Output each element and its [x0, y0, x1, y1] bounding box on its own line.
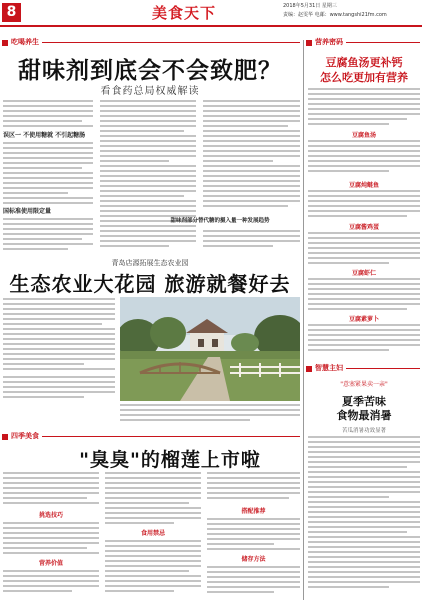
headline-tofu-fish: [306, 55, 422, 85]
body-text: [207, 518, 300, 554]
subhead-tofu-3: 豆腐酱鸡蛋: [348, 224, 379, 231]
body-text: [3, 100, 93, 130]
banner-marker-icon: [2, 40, 8, 46]
body-text: [308, 324, 420, 354]
page-header: [0, 0, 422, 26]
subhead-tofu-4: 豆腐虾仁: [351, 270, 376, 277]
subhead-durian-2: 营养价值: [38, 560, 63, 567]
headline-line: 怎么吃更加有营养: [320, 71, 408, 84]
subhead-durian-1: 挑选技巧: [38, 512, 63, 519]
body-text: [3, 522, 99, 558]
body-text: [203, 230, 300, 252]
body-text: [105, 540, 201, 598]
banner-marker-icon: [306, 366, 312, 372]
staff-credits: 责编：赵雯华 电邮：www.tangshi21fm.com: [283, 12, 387, 18]
body-text: [3, 142, 93, 206]
eco-kicker: 青岛店源拓展生态农业园: [111, 259, 189, 267]
subhead-tofu-5: 豆腐素萝卜: [348, 316, 379, 323]
body-text: [308, 232, 420, 266]
section-banner-health: [2, 38, 300, 47]
byline-bitter-food: 苦瓜消暑功效显著: [341, 428, 386, 434]
issue-date: 2018年5月31日 星期三: [283, 3, 337, 9]
header-rule: [0, 25, 422, 27]
page-number: 8: [2, 3, 21, 22]
subhead-tofu-2: 豆腐炖鲢鱼: [348, 182, 379, 189]
headline-line: 豆腐鱼汤更补钙: [325, 56, 403, 69]
body-text: [207, 566, 300, 598]
headline-durian: "臭臭"的榴莲上市啦: [79, 449, 261, 471]
subhead-myth-1: 误区一 不使用糖就 不引起糖肠: [3, 132, 86, 139]
banner-label: 营养密码: [315, 38, 343, 46]
banner-marker-icon: [306, 40, 312, 46]
body-text: [100, 100, 196, 252]
banner-label: 四季美食: [11, 432, 39, 440]
body-text: [308, 88, 420, 128]
body-text: [308, 190, 420, 220]
banner-marker-icon: [2, 434, 8, 440]
body-text: [3, 376, 115, 406]
body-text: [105, 472, 201, 528]
headline-eco-farm: 生态农业大花园 旅游就餐好去: [9, 272, 291, 296]
body-text: [308, 436, 420, 598]
section-banner-seasonal: [2, 432, 300, 441]
subhead-durian-5: 储存方法: [241, 556, 266, 563]
headline-bitter-food: [306, 395, 422, 423]
photo-caption: [120, 404, 300, 426]
callout-trend: 甜味剂部分替代糖的摄入量一种发展趋势: [170, 218, 270, 224]
body-text: [3, 218, 93, 252]
section-title: 美食天下: [152, 4, 217, 22]
body-text: [3, 472, 99, 510]
body-text: [207, 472, 300, 506]
kicker-bitter-food: "意塞紧果卖一亲": [340, 381, 388, 388]
section-banner-nutrition: [306, 38, 420, 47]
headline-sweetener: 甜味剂到底会不会致肥？: [18, 57, 282, 84]
body-text: [3, 570, 99, 598]
body-text: [203, 100, 300, 214]
headline-line: 食物最消暑: [336, 409, 392, 422]
body-text: [3, 298, 115, 373]
subtitle-sweetener: 看食药总局权威解读: [100, 86, 200, 97]
section-banner-housewife: [306, 364, 420, 373]
subhead-standard: 国标准使用限定量: [3, 208, 52, 215]
banner-label: 吃喝养生: [11, 38, 39, 46]
subhead-durian-4: 搭配推荐: [241, 508, 266, 515]
eco-farm-photo: [120, 297, 300, 401]
body-text: [308, 140, 420, 178]
subhead-tofu-1: 豆腐鱼汤: [351, 132, 376, 139]
subhead-durian-3: 食用禁忌: [140, 530, 165, 537]
body-text: [308, 278, 420, 312]
banner-label: 智慧主妇: [315, 364, 343, 372]
headline-line: 夏季苦味: [342, 395, 386, 408]
column-divider: [303, 40, 304, 600]
